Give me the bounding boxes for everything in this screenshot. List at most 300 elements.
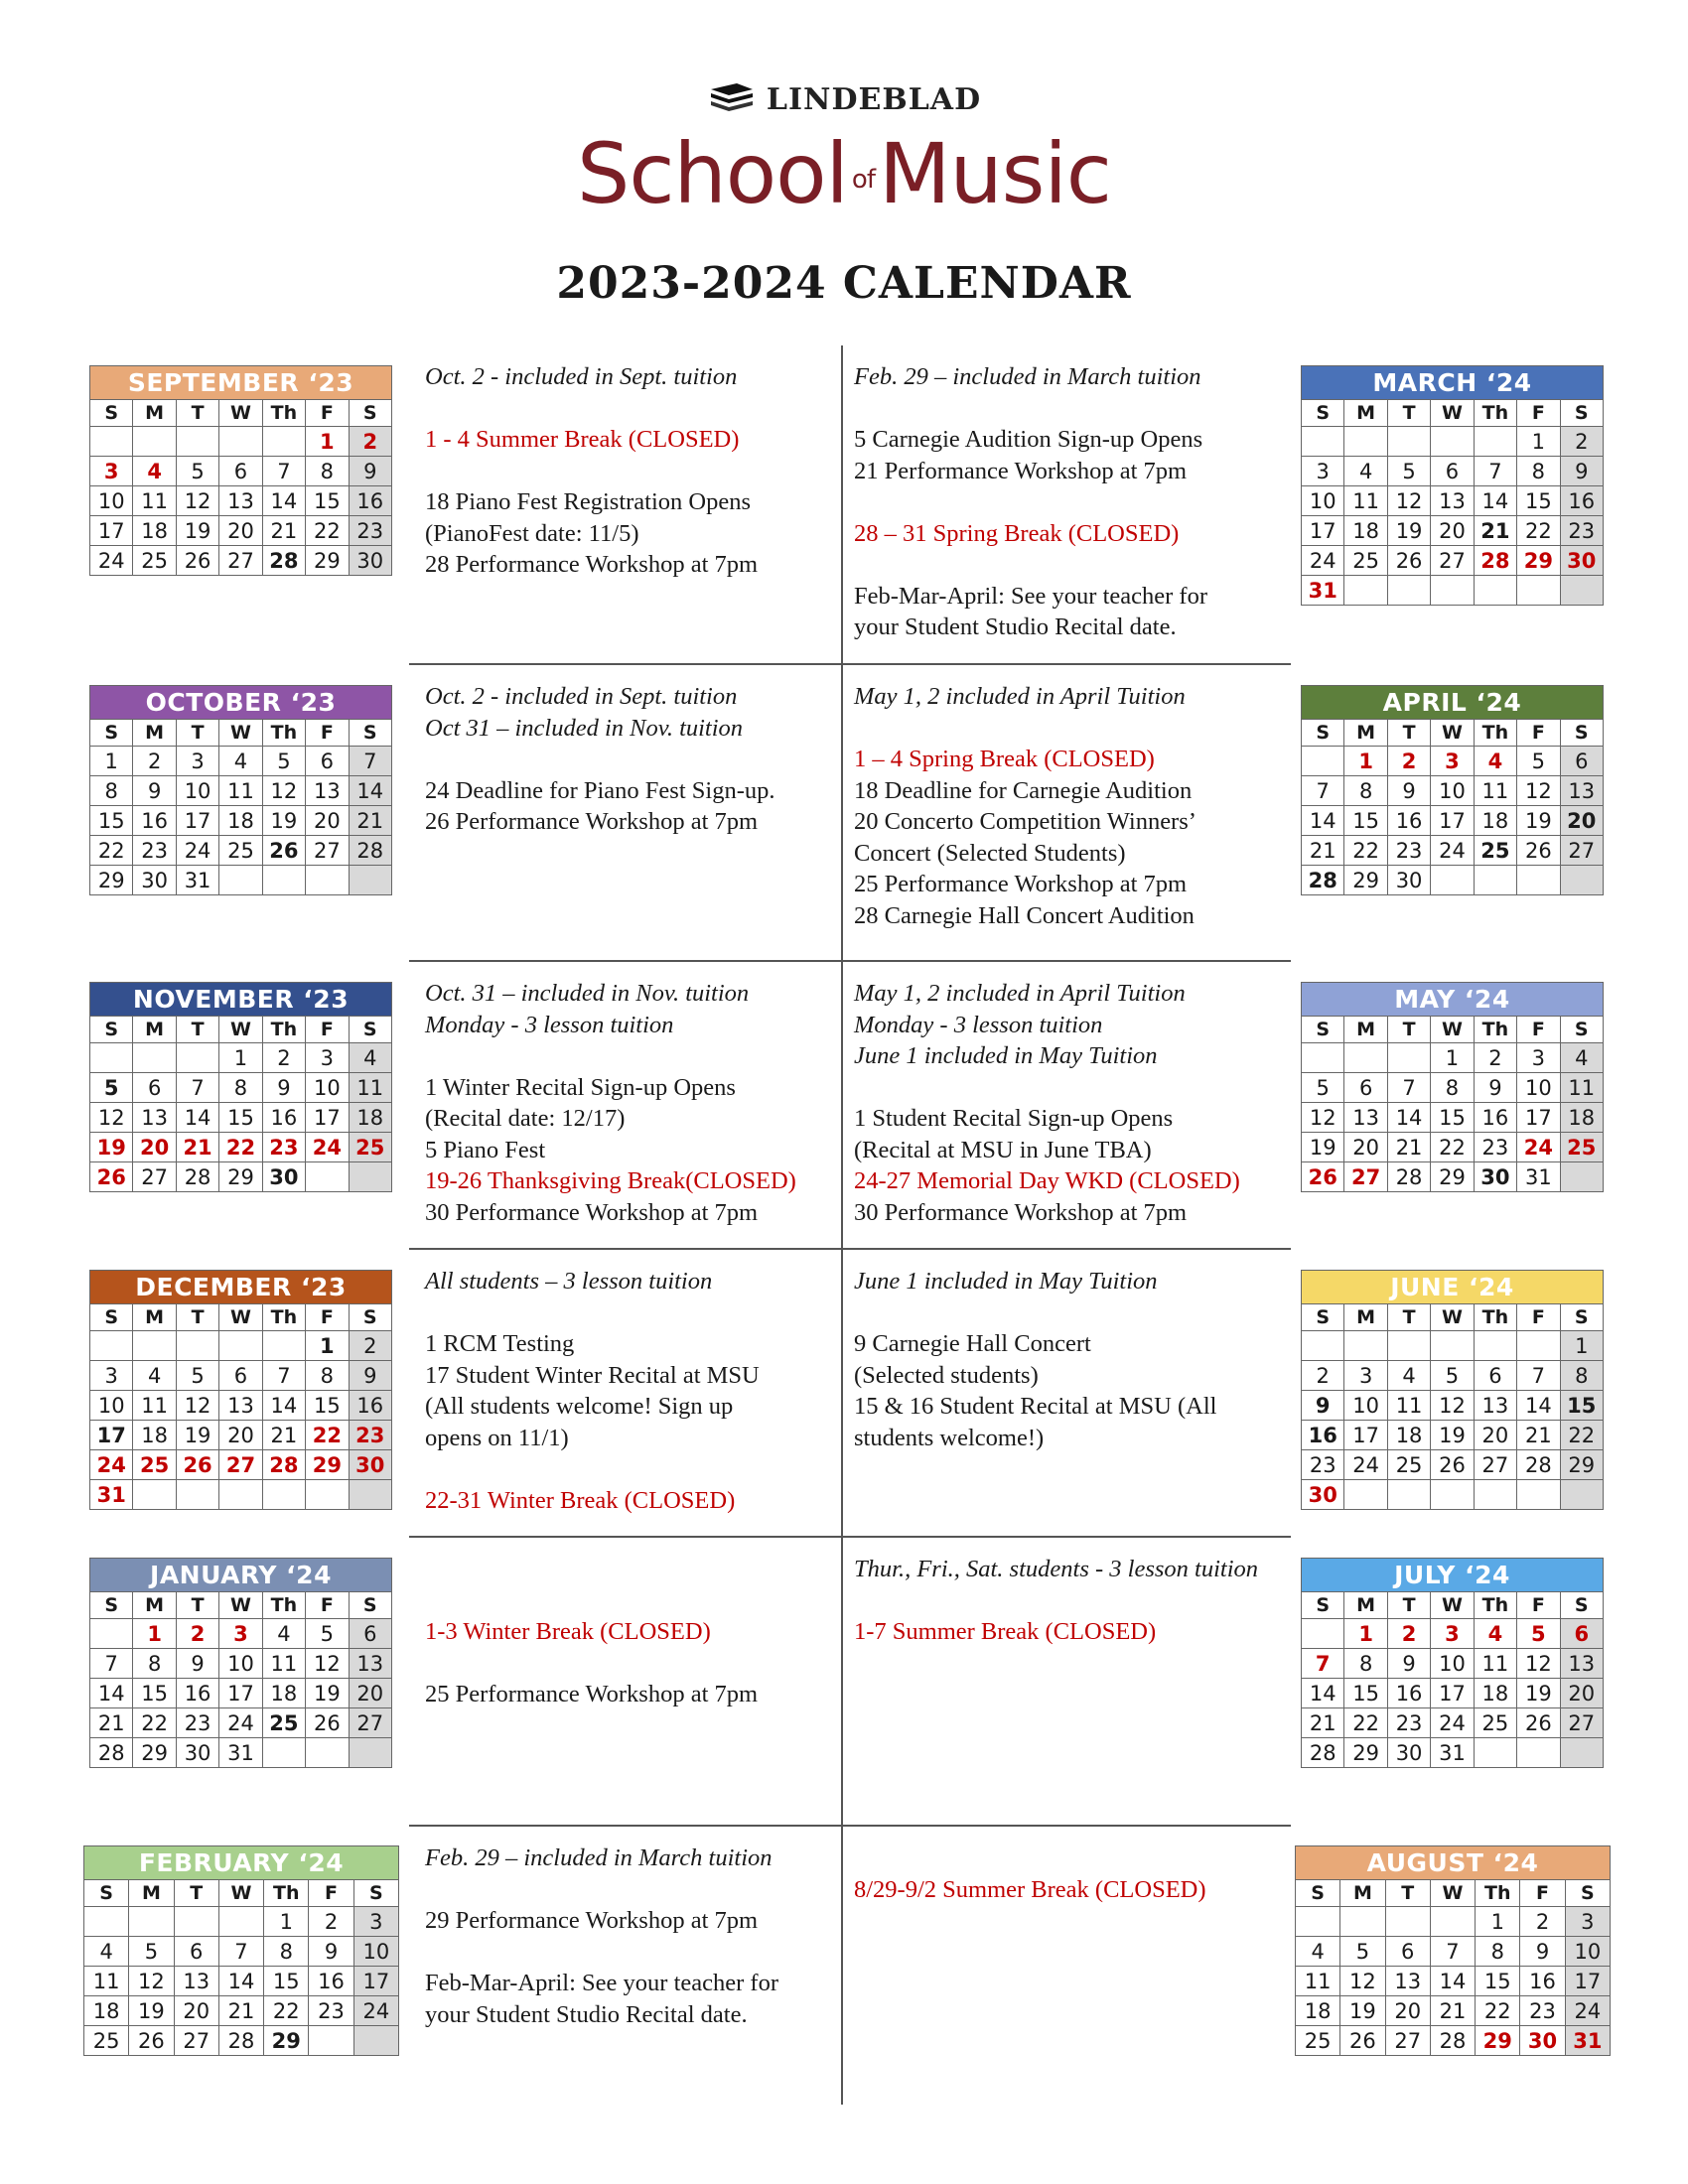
day-cell: 7 — [1430, 1937, 1475, 1967]
closure-note: 1 - 4 Summer Break (CLOSED) — [425, 426, 740, 453]
day-cell: 4 — [1474, 747, 1516, 776]
day-cell: 8 — [1476, 1937, 1520, 1967]
day-cell: 9 — [1302, 1391, 1344, 1421]
day-cell: 10 — [219, 1649, 262, 1679]
day-cell: 19 — [1431, 1421, 1474, 1450]
day-cell — [1560, 1738, 1603, 1768]
weekday-label: M — [129, 1880, 174, 1907]
day-cell — [1387, 1331, 1430, 1361]
day-cell: 17 — [353, 1967, 398, 1996]
day-cell: 31 — [176, 866, 218, 895]
day-cell: 13 — [133, 1103, 176, 1133]
day-cell: 9 — [309, 1937, 353, 1967]
event-line: 1 Student Recital Sign-up Opens — [854, 1105, 1174, 1132]
day-cell: 30 — [262, 1162, 305, 1192]
day-cell: 18 — [133, 1421, 176, 1450]
day-cell — [1340, 1907, 1385, 1937]
weekday-label: W — [219, 1017, 262, 1043]
day-cell — [1560, 1162, 1603, 1192]
day-cell: 4 — [262, 1619, 305, 1649]
day-cell: 24 — [353, 1996, 398, 2026]
weekday-label: W — [219, 1592, 262, 1619]
day-cell — [1387, 1480, 1430, 1510]
weekday-label: W — [1431, 720, 1474, 747]
day-cell: 23 — [349, 1421, 391, 1450]
day-cell: 10 — [1302, 486, 1344, 516]
day-cell: 15 — [306, 486, 349, 516]
day-cell: 2 — [1474, 1043, 1516, 1073]
weekday-label: W — [1430, 1880, 1475, 1907]
event-line: 21 Performance Workshop at 7pm — [854, 457, 1188, 484]
day-cell — [262, 1480, 305, 1510]
day-cell: 20 — [219, 516, 262, 546]
event-line: 25 Performance Workshop at 7pm — [425, 1681, 759, 1707]
day-cell: 12 — [1302, 1103, 1344, 1133]
day-cell: 29 — [1344, 866, 1387, 895]
day-cell: 15 — [133, 1679, 176, 1708]
day-cell: 10 — [1344, 1391, 1387, 1421]
weekday-label: T — [176, 400, 218, 427]
day-cell: 13 — [306, 776, 349, 806]
day-cell: 7 — [1302, 1649, 1344, 1679]
day-cell: 7 — [218, 1937, 263, 1967]
day-cell: 23 — [349, 516, 391, 546]
day-cell: 3 — [1431, 747, 1474, 776]
event-line — [425, 1554, 758, 1585]
day-cell: 1 — [219, 1043, 262, 1073]
day-cell — [174, 1907, 218, 1937]
day-cell — [219, 1331, 262, 1361]
day-cell: 25 — [262, 1708, 305, 1738]
month-calendar — [1301, 1270, 1604, 1510]
day-cell: 12 — [1517, 1649, 1560, 1679]
weekday-label: M — [1340, 1880, 1385, 1907]
day-cell — [219, 427, 262, 457]
day-cell: 19 — [1517, 1679, 1560, 1708]
day-cell: 3 — [219, 1619, 262, 1649]
day-cell: 24 — [1344, 1450, 1387, 1480]
event-line: Feb-Mar-April: See your teacher for — [425, 1970, 778, 1996]
day-cell: 15 — [1476, 1967, 1520, 1996]
day-cell: 4 — [1474, 1619, 1516, 1649]
day-cell: 2 — [1520, 1907, 1565, 1937]
weekday-label: M — [133, 1017, 176, 1043]
event-line: 17 Student Winter Recital at MSU — [425, 1361, 760, 1389]
day-cell: 9 — [1560, 457, 1603, 486]
month-name: JULY ‘24 — [1302, 1559, 1604, 1592]
weekday-label: Th — [1474, 720, 1516, 747]
day-cell: 25 — [1344, 546, 1387, 576]
day-cell: 8 — [306, 1361, 349, 1391]
day-cell: 22 — [219, 1133, 262, 1162]
weekday-label: Th — [1474, 1304, 1516, 1331]
day-cell: 5 — [1431, 1361, 1474, 1391]
day-cell: 15 — [219, 1103, 262, 1133]
day-cell: 28 — [262, 1450, 305, 1480]
event-line: students welcome!) — [854, 1424, 1045, 1451]
day-cell: 22 — [133, 1708, 176, 1738]
day-cell: 6 — [133, 1073, 176, 1103]
day-cell: 18 — [1296, 1996, 1340, 2026]
event-line — [425, 456, 758, 487]
day-cell: 12 — [1340, 1967, 1385, 1996]
day-cell: 4 — [1387, 1361, 1430, 1391]
day-cell: 24 — [219, 1708, 262, 1738]
day-cell: 8 — [133, 1649, 176, 1679]
event-line: (Selected students) — [854, 1361, 1039, 1389]
weekday-label: S — [1302, 1304, 1344, 1331]
day-cell — [1474, 427, 1516, 457]
day-cell: 31 — [1517, 1162, 1560, 1192]
day-cell: 7 — [1302, 776, 1344, 806]
day-cell: 13 — [1431, 486, 1474, 516]
day-cell: 19 — [306, 1679, 349, 1708]
day-cell: 3 — [90, 1361, 133, 1391]
day-cell: 1 — [306, 1331, 349, 1361]
day-cell: 5 — [1387, 457, 1430, 486]
day-cell: 16 — [133, 806, 176, 836]
weekday-label: S — [90, 400, 133, 427]
day-cell: 1 — [264, 1907, 309, 1937]
day-cell: 13 — [1560, 776, 1603, 806]
day-cell: 14 — [218, 1967, 263, 1996]
day-cell: 23 — [1474, 1133, 1516, 1162]
day-cell: 10 — [176, 776, 218, 806]
weekday-label: Th — [264, 1880, 309, 1907]
event-line — [425, 1453, 760, 1485]
day-cell: 6 — [306, 747, 349, 776]
month-name: OCTOBER ‘23 — [90, 686, 392, 720]
day-cell — [218, 1907, 263, 1937]
day-cell: 7 — [90, 1649, 133, 1679]
day-cell — [133, 1043, 176, 1073]
day-cell: 11 — [133, 1391, 176, 1421]
day-cell: 30 — [1560, 546, 1603, 576]
day-cell — [1344, 576, 1387, 606]
day-cell: 10 — [90, 486, 133, 516]
weekday-label: S — [90, 1592, 133, 1619]
day-cell: 15 — [306, 1391, 349, 1421]
day-cell: 19 — [90, 1133, 133, 1162]
day-cell: 25 — [219, 836, 262, 866]
day-cell — [1344, 1331, 1387, 1361]
day-cell: 27 — [306, 836, 349, 866]
day-cell: 20 — [174, 1996, 218, 2026]
day-cell: 13 — [1560, 1649, 1603, 1679]
weekday-label: Th — [262, 1304, 305, 1331]
month-name: APRIL ‘24 — [1302, 686, 1604, 720]
row-divider — [409, 1536, 1291, 1538]
closure-note: 19-26 Thanksgiving Break(CLOSED) — [425, 1167, 796, 1194]
day-cell: 8 — [306, 457, 349, 486]
day-cell: 8 — [1560, 1361, 1603, 1391]
day-cell: 26 — [129, 2026, 174, 2056]
day-cell — [90, 1043, 133, 1073]
event-line: 28 Performance Workshop at 7pm — [425, 551, 759, 578]
day-cell: 6 — [219, 457, 262, 486]
day-cell — [349, 1738, 391, 1768]
weekday-label: T — [1387, 720, 1430, 747]
day-cell: 27 — [1385, 2026, 1430, 2056]
day-cell: 20 — [1560, 1679, 1603, 1708]
month-calendar — [1301, 365, 1604, 606]
closure-note: 28 – 31 Spring Break (CLOSED) — [854, 519, 1180, 547]
tuition-note: Monday - 3 lesson tuition — [425, 1011, 674, 1038]
day-cell — [129, 1907, 174, 1937]
weekday-label: S — [90, 1017, 133, 1043]
day-cell: 24 — [1431, 836, 1474, 866]
day-cell: 25 — [1296, 2026, 1340, 2056]
school-name: School ofMusic — [577, 125, 1111, 222]
event-note-block — [425, 361, 758, 581]
weekday-label: M — [1344, 1304, 1387, 1331]
day-cell: 3 — [90, 457, 133, 486]
day-cell: 4 — [1560, 1043, 1603, 1073]
day-cell: 4 — [133, 457, 176, 486]
day-cell: 22 — [1517, 516, 1560, 546]
day-cell: 27 — [174, 2026, 218, 2056]
row-divider — [409, 960, 1291, 962]
day-cell — [1302, 1043, 1344, 1073]
weekday-label: Th — [1474, 400, 1516, 427]
day-cell: 3 — [176, 747, 218, 776]
weekday-label: F — [1517, 1017, 1560, 1043]
day-cell: 9 — [349, 1361, 391, 1391]
day-cell: 13 — [174, 1967, 218, 1996]
day-cell: 20 — [1474, 1421, 1516, 1450]
weekday-label: S — [1560, 1592, 1603, 1619]
day-cell: 22 — [90, 836, 133, 866]
day-cell — [1344, 1480, 1387, 1510]
day-cell: 30 — [1387, 866, 1430, 895]
day-cell: 28 — [218, 2026, 263, 2056]
weekday-label: F — [306, 400, 349, 427]
day-cell: 26 — [1387, 546, 1430, 576]
day-cell: 11 — [1387, 1391, 1430, 1421]
day-cell: 27 — [133, 1162, 176, 1192]
weekday-label: T — [1387, 1592, 1430, 1619]
day-cell: 26 — [306, 1708, 349, 1738]
day-cell: 2 — [1387, 1619, 1430, 1649]
day-cell: 12 — [262, 776, 305, 806]
day-cell — [176, 1331, 218, 1361]
day-cell: 4 — [219, 747, 262, 776]
event-line — [854, 1072, 1240, 1104]
day-cell: 6 — [1385, 1937, 1430, 1967]
day-cell: 10 — [353, 1937, 398, 1967]
tuition-note: Monday - 3 lesson tuition — [854, 1011, 1103, 1038]
event-line: (Recital date: 12/17) — [425, 1105, 626, 1132]
event-line — [854, 1585, 1258, 1617]
day-cell: 22 — [306, 516, 349, 546]
day-cell — [349, 1480, 391, 1510]
day-cell: 21 — [1430, 1996, 1475, 2026]
day-cell: 28 — [1474, 546, 1516, 576]
day-cell: 16 — [1560, 486, 1603, 516]
day-cell: 11 — [262, 1649, 305, 1679]
weekday-label: S — [349, 400, 391, 427]
event-line: 30 Performance Workshop at 7pm — [425, 1198, 759, 1226]
day-cell: 20 — [219, 1421, 262, 1450]
day-cell: 28 — [1387, 1162, 1430, 1192]
day-cell: 30 — [1387, 1738, 1430, 1768]
day-cell: 3 — [1302, 457, 1344, 486]
day-cell: 24 — [1565, 1996, 1610, 2026]
closure-note: 1 – 4 Spring Break (CLOSED) — [854, 746, 1155, 772]
weekday-label: S — [84, 1880, 129, 1907]
tuition-note: June 1 included in May Tuition — [854, 1268, 1158, 1295]
event-line — [854, 1297, 1216, 1329]
weekday-label: S — [1296, 1880, 1340, 1907]
weekday-label: S — [1560, 720, 1603, 747]
day-cell: 7 — [1517, 1361, 1560, 1391]
event-line — [425, 1040, 796, 1072]
tuition-note: Feb. 29 – included in March tuition — [425, 1844, 773, 1871]
day-cell: 9 — [1520, 1937, 1565, 1967]
day-cell — [1385, 1907, 1430, 1937]
day-cell: 16 — [1302, 1421, 1344, 1450]
day-cell: 21 — [262, 516, 305, 546]
day-cell: 23 — [1302, 1450, 1344, 1480]
day-cell: 17 — [1431, 806, 1474, 836]
tuition-note: All students – 3 lesson tuition — [425, 1268, 713, 1295]
day-cell — [1302, 1619, 1344, 1649]
closure-note: 1-7 Summer Break (CLOSED) — [854, 1618, 1157, 1645]
month-calendar — [1295, 1845, 1611, 2056]
event-line: 26 Performance Workshop at 7pm — [425, 808, 759, 835]
day-cell: 18 — [1387, 1421, 1430, 1450]
day-cell: 1 — [1344, 1619, 1387, 1649]
day-cell: 7 — [1474, 457, 1516, 486]
month-calendar — [1301, 685, 1604, 895]
day-cell: 6 — [349, 1619, 391, 1649]
day-cell: 11 — [349, 1073, 391, 1103]
day-cell: 17 — [219, 1679, 262, 1708]
event-line — [425, 1874, 778, 1906]
day-cell: 16 — [1387, 1679, 1430, 1708]
day-cell — [1560, 1480, 1603, 1510]
day-cell: 21 — [1474, 516, 1516, 546]
day-cell — [1474, 576, 1516, 606]
day-cell: 6 — [1431, 457, 1474, 486]
day-cell: 18 — [1344, 516, 1387, 546]
day-cell: 17 — [176, 806, 218, 836]
event-line — [854, 713, 1196, 745]
day-cell: 26 — [90, 1162, 133, 1192]
day-cell: 8 — [1344, 776, 1387, 806]
day-cell — [176, 427, 218, 457]
day-cell: 28 — [1302, 866, 1344, 895]
weekday-label: W — [1431, 1017, 1474, 1043]
day-cell — [1431, 1331, 1474, 1361]
day-cell: 21 — [1387, 1133, 1430, 1162]
day-cell — [133, 427, 176, 457]
event-note-block — [425, 1554, 758, 1710]
day-cell: 10 — [1431, 1649, 1474, 1679]
day-cell: 13 — [219, 486, 262, 516]
day-cell: 23 — [309, 1996, 353, 2026]
weekday-label: S — [1560, 400, 1603, 427]
day-cell — [90, 1619, 133, 1649]
day-cell: 16 — [349, 1391, 391, 1421]
day-cell: 26 — [1517, 836, 1560, 866]
event-line — [425, 393, 758, 425]
closure-note: 1-3 Winter Break (CLOSED) — [425, 1618, 711, 1645]
day-cell: 5 — [1340, 1937, 1385, 1967]
event-line: 1 Winter Recital Sign-up Opens — [425, 1073, 736, 1101]
weekday-label: S — [1560, 1017, 1603, 1043]
day-cell: 27 — [1560, 1708, 1603, 1738]
weekday-label: F — [1517, 1304, 1560, 1331]
day-cell: 6 — [1560, 747, 1603, 776]
event-line — [854, 1843, 1206, 1874]
day-cell: 29 — [219, 1162, 262, 1192]
day-cell: 12 — [176, 486, 218, 516]
day-cell: 8 — [1431, 1073, 1474, 1103]
day-cell: 26 — [262, 836, 305, 866]
day-cell — [1344, 1043, 1387, 1073]
day-cell: 17 — [1565, 1967, 1610, 1996]
day-cell — [176, 1480, 218, 1510]
day-cell: 26 — [1302, 1162, 1344, 1192]
day-cell: 18 — [1474, 806, 1516, 836]
day-cell: 27 — [1474, 1450, 1516, 1480]
day-cell: 5 — [129, 1937, 174, 1967]
day-cell: 28 — [262, 546, 305, 576]
event-line: 29 Performance Workshop at 7pm — [425, 1907, 759, 1934]
weekday-label: W — [218, 1880, 263, 1907]
day-cell: 30 — [349, 546, 391, 576]
event-line: 24 Deadline for Piano Fest Sign-up. — [425, 776, 775, 804]
event-line: (All students welcome! Sign up — [425, 1393, 734, 1420]
day-cell: 13 — [349, 1649, 391, 1679]
day-cell: 13 — [1344, 1103, 1387, 1133]
day-cell: 17 — [306, 1103, 349, 1133]
weekday-label: W — [219, 720, 262, 747]
day-cell: 1 — [1476, 1907, 1520, 1937]
event-line — [425, 1937, 778, 1969]
day-cell: 9 — [133, 776, 176, 806]
day-cell: 12 — [1517, 776, 1560, 806]
day-cell — [1474, 1738, 1516, 1768]
day-cell: 16 — [1474, 1103, 1516, 1133]
event-note-block — [854, 681, 1196, 931]
event-line: 9 Carnegie Hall Concert — [854, 1330, 1091, 1357]
day-cell: 19 — [1387, 516, 1430, 546]
day-cell: 28 — [1430, 2026, 1475, 2056]
day-cell: 26 — [176, 1450, 218, 1480]
day-cell: 18 — [262, 1679, 305, 1708]
day-cell: 30 — [1302, 1480, 1344, 1510]
month-calendar — [83, 1845, 399, 2056]
day-cell: 3 — [1431, 1619, 1474, 1649]
tuition-note: Oct. 31 – included in Nov. tuition — [425, 980, 750, 1007]
event-line: 5 Piano Fest — [425, 1136, 546, 1163]
row-divider — [409, 663, 1291, 665]
day-cell: 20 — [1344, 1133, 1387, 1162]
day-cell — [1302, 1331, 1344, 1361]
day-cell: 11 — [1296, 1967, 1340, 1996]
day-cell: 25 — [84, 2026, 129, 2056]
weekday-label: M — [133, 400, 176, 427]
month-name: MAY ‘24 — [1302, 983, 1604, 1017]
day-cell: 29 — [1476, 2026, 1520, 2056]
day-cell: 10 — [306, 1073, 349, 1103]
day-cell: 4 — [84, 1937, 129, 1967]
day-cell — [306, 866, 349, 895]
event-line: your Student Studio Recital date. — [854, 614, 1177, 640]
day-cell: 29 — [306, 546, 349, 576]
